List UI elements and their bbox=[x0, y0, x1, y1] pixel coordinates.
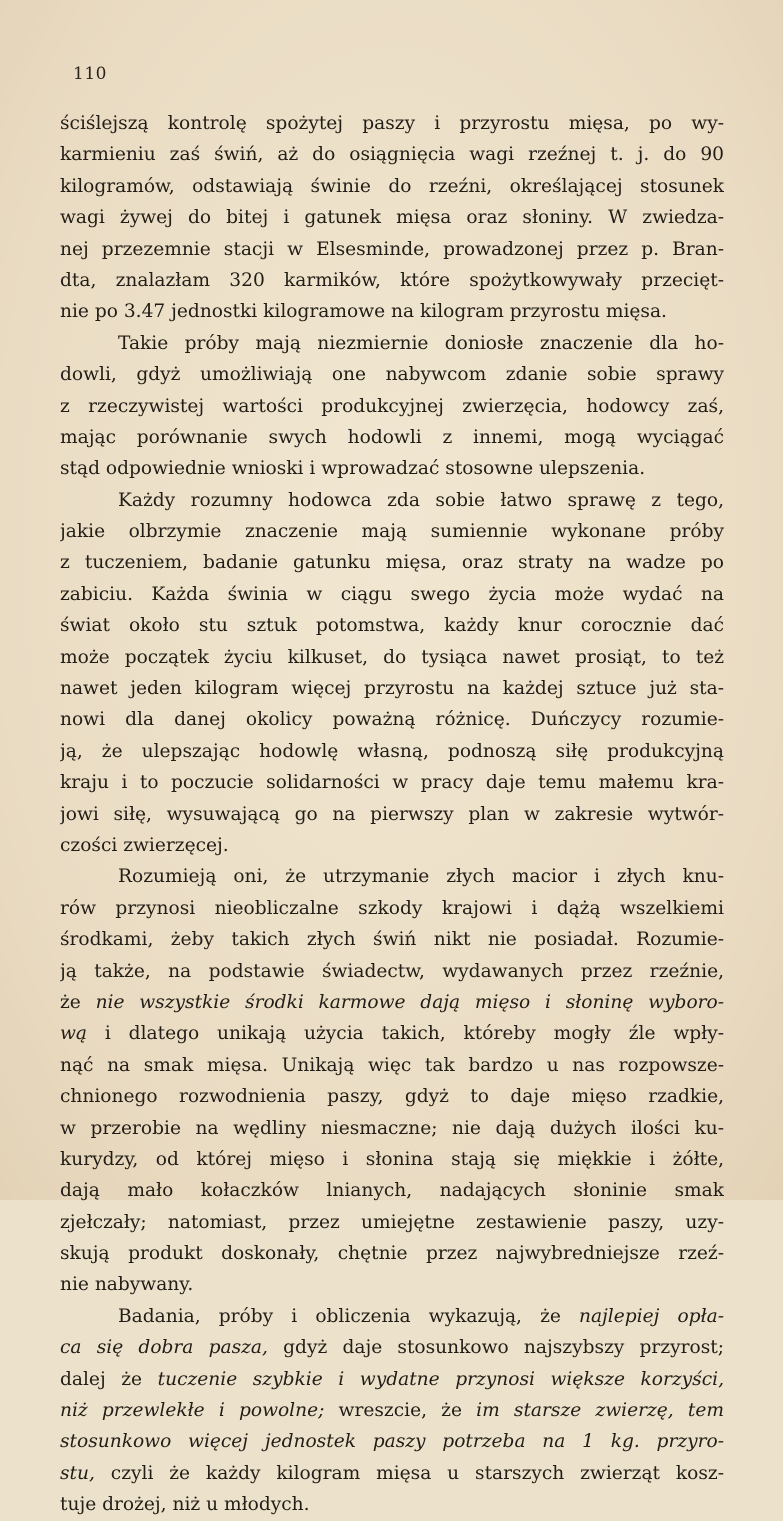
text-segment: karmieniu zaś świń, aż do osiągnięcia wagi rzeźnej t. j. do 90 bbox=[60, 144, 724, 166]
text-segment: wagi żywej do bitej i gatunek mięsa oraz słoniny. W zwiedza- bbox=[60, 207, 724, 229]
italic-text: stu, bbox=[60, 1462, 95, 1484]
text-line bbox=[60, 453, 724, 484]
text-segment: wreszcie, że bbox=[324, 1400, 477, 1422]
text-line bbox=[60, 1332, 724, 1363]
text-line bbox=[60, 391, 724, 422]
text-segment: świat około stu sztuk potomstwa, każdy knur corocznie dać bbox=[60, 615, 724, 637]
italic-text: nie wszystkie środki karmowe dają mięso i słoninę wyboro- bbox=[95, 991, 724, 1013]
text-segment: dalej że bbox=[60, 1368, 158, 1390]
text-segment: środkami, żeby takich złych świń nikt nie posiadał. Rozumie- bbox=[60, 929, 724, 951]
text-line bbox=[60, 1426, 724, 1457]
text-segment: rów przynosi nieobliczalne szkody krajowi i dążą wszelkiemi bbox=[60, 897, 724, 919]
text-segment: ściślejszą kontrolę spożytej paszy i przyrostu mięsa, po wy- bbox=[60, 113, 724, 134]
text-segment: i dlatego unikają użycia takich, któreby mogły źle wpły- bbox=[87, 1023, 724, 1045]
italic-text: ca się dobra pasza, bbox=[60, 1337, 268, 1359]
text-line bbox=[60, 234, 724, 265]
text-line bbox=[60, 610, 724, 641]
paragraph bbox=[60, 1301, 724, 1521]
paragraph bbox=[60, 328, 724, 485]
text-line bbox=[60, 1050, 724, 1081]
text-line bbox=[60, 1207, 724, 1238]
text-line bbox=[60, 139, 724, 170]
italic-text: niż przewlekłe i powolne; bbox=[60, 1400, 325, 1422]
text-line bbox=[60, 1458, 724, 1489]
text-line bbox=[60, 767, 724, 798]
text-line bbox=[60, 673, 724, 704]
text-line bbox=[60, 736, 724, 767]
italic-text: im starsze zwierzę, tem bbox=[476, 1400, 724, 1422]
text-line bbox=[60, 861, 724, 892]
text-line bbox=[60, 359, 724, 390]
text-segment: nawet jeden kilogram więcej przyrostu na każdej sztuce już sta- bbox=[60, 678, 724, 700]
text-segment: nie po 3.47 jednostki kilogramowe na kilogram przyrostu mięsa. bbox=[60, 301, 667, 323]
body-text bbox=[60, 108, 724, 1521]
text-segment: zjełczały; natomiast, przez umiejętne zestawienie paszy, uzy- bbox=[60, 1211, 724, 1233]
text-segment: skują produkt doskonały, chętnie przez najwybredniejsze rzeź- bbox=[60, 1243, 724, 1265]
text-segment: kilogramów, odstawiają świnie do rzeźni, określającej stosunek bbox=[60, 175, 724, 197]
text-segment: tuje drożej, niż u młodych. bbox=[60, 1494, 310, 1516]
text-line bbox=[60, 924, 724, 955]
text-line bbox=[60, 547, 724, 578]
page-number: 110 bbox=[73, 64, 107, 84]
text-line bbox=[60, 799, 724, 830]
text-line bbox=[60, 1175, 724, 1206]
text-segment: zabiciu. Każda świnia w ciągu swego życia może wydać na bbox=[60, 583, 724, 605]
text-line bbox=[60, 1395, 724, 1426]
italic-text: wą bbox=[60, 1023, 88, 1045]
text-line bbox=[60, 579, 724, 610]
text-line bbox=[60, 1269, 724, 1300]
text-segment: czyli że każdy kilogram mięsa u starszych zwierząt kosz- bbox=[94, 1462, 724, 1484]
text-line bbox=[60, 516, 724, 547]
text-segment: nąć na smak mięsa. Unikają więc tak bardzo u nas rozpowsze- bbox=[60, 1054, 724, 1076]
text-line bbox=[60, 1018, 724, 1049]
text-line bbox=[60, 956, 724, 987]
text-segment: Każdy rozumny hodowca zda sobie łatwo sprawę z tego, bbox=[118, 489, 724, 511]
text-segment: nie nabywany. bbox=[60, 1274, 194, 1296]
text-line bbox=[60, 1144, 724, 1175]
text-segment: dają mało kołaczków lnianych, nadających słoninie smak bbox=[60, 1180, 724, 1202]
text-segment: Takie próby mają niezmiernie doniosłe znaczenie dla ho- bbox=[118, 332, 724, 354]
text-line bbox=[60, 893, 724, 924]
text-line bbox=[60, 1489, 724, 1520]
text-line bbox=[60, 485, 724, 516]
italic-text: tuczenie szybkie i wydatne przynosi większe korzyści, bbox=[157, 1368, 724, 1390]
text-segment: mając porównanie swych hodowli z innemi, mogą wyciągać bbox=[60, 426, 724, 448]
text-segment: nowi dla danej okolicy poważną różnicę. Duńczycy rozumie- bbox=[60, 709, 724, 731]
text-segment: w przerobie na wędliny niesmaczne; nie dają dużych ilości ku- bbox=[60, 1117, 724, 1139]
text-line bbox=[60, 296, 724, 327]
text-segment: nej przezemnie stacji w Elsesminde, prowadzonej przez p. Bran- bbox=[60, 238, 724, 260]
text-segment: z rzeczywistej wartości produkcyjnej zwierzęcia, hodowcy zaś, bbox=[60, 395, 724, 417]
paragraph bbox=[60, 861, 724, 1300]
text-line bbox=[60, 171, 724, 202]
text-segment: jowi siłę, wysuwającą go na pierwszy plan w zakresie wytwór- bbox=[60, 803, 724, 825]
text-segment: dowli, gdyż umożliwiają one nabywcom zdanie sobie sprawy bbox=[60, 364, 724, 386]
text-line bbox=[60, 1364, 724, 1395]
text-line bbox=[60, 108, 724, 139]
italic-text: najlepiej opła- bbox=[578, 1305, 724, 1327]
text-segment: Rozumieją oni, że utrzymanie złych macior i złych knu- bbox=[118, 866, 724, 888]
text-line bbox=[60, 1238, 724, 1269]
text-segment: stąd odpowiednie wnioski i wprowadzać stosowne ulepszenia. bbox=[60, 458, 646, 480]
text-line bbox=[60, 328, 724, 359]
text-segment: chnionego rozwodnienia paszy, gdyż to daje mięso rzadkie, bbox=[60, 1086, 724, 1108]
text-segment: jakie olbrzymie znaczenie mają sumiennie wykonane próby bbox=[60, 521, 724, 543]
text-segment: z tuczeniem, badanie gatunku mięsa, oraz straty na wadze po bbox=[60, 552, 724, 574]
text-segment: kraju i to poczucie solidarności w pracy daje temu małemu kra- bbox=[60, 772, 724, 794]
text-segment: ją, że ulepszając hodowlę własną, podnoszą siłę produkcyjną bbox=[60, 740, 724, 762]
text-line bbox=[60, 642, 724, 673]
text-segment: ją także, na podstawie świadectw, wydawanych przez rzeźnie, bbox=[60, 960, 724, 982]
text-line bbox=[60, 704, 724, 735]
text-line bbox=[60, 1081, 724, 1112]
text-segment: czości zwierzęcej. bbox=[60, 834, 229, 856]
text-line bbox=[60, 1113, 724, 1144]
text-segment: może początek życiu kilkuset, do tysiąca nawet prosiąt, to też bbox=[60, 646, 724, 668]
text-line bbox=[60, 1301, 724, 1332]
text-line bbox=[60, 422, 724, 453]
text-line bbox=[60, 202, 724, 233]
text-line bbox=[60, 830, 724, 861]
text-segment: Badania, próby i obliczenia wykazują, że bbox=[118, 1305, 579, 1327]
paragraph bbox=[60, 485, 724, 862]
text-segment: kurydzy, od której mięso i słonina stają się miękkie i żółte, bbox=[60, 1148, 724, 1170]
text-segment: gdyż daje stosunkowo najszybszy przyrost; bbox=[267, 1337, 724, 1359]
text-segment: dta, znalazłam 320 karmików, które spożytkowywały przecięt- bbox=[60, 269, 724, 291]
text-segment: że bbox=[60, 991, 96, 1013]
text-line bbox=[60, 265, 724, 296]
italic-text: stosunkowo więcej jednostek paszy potrzeba na 1 kg. przyro- bbox=[60, 1431, 724, 1453]
text-line bbox=[60, 987, 724, 1018]
paragraph bbox=[60, 108, 724, 328]
